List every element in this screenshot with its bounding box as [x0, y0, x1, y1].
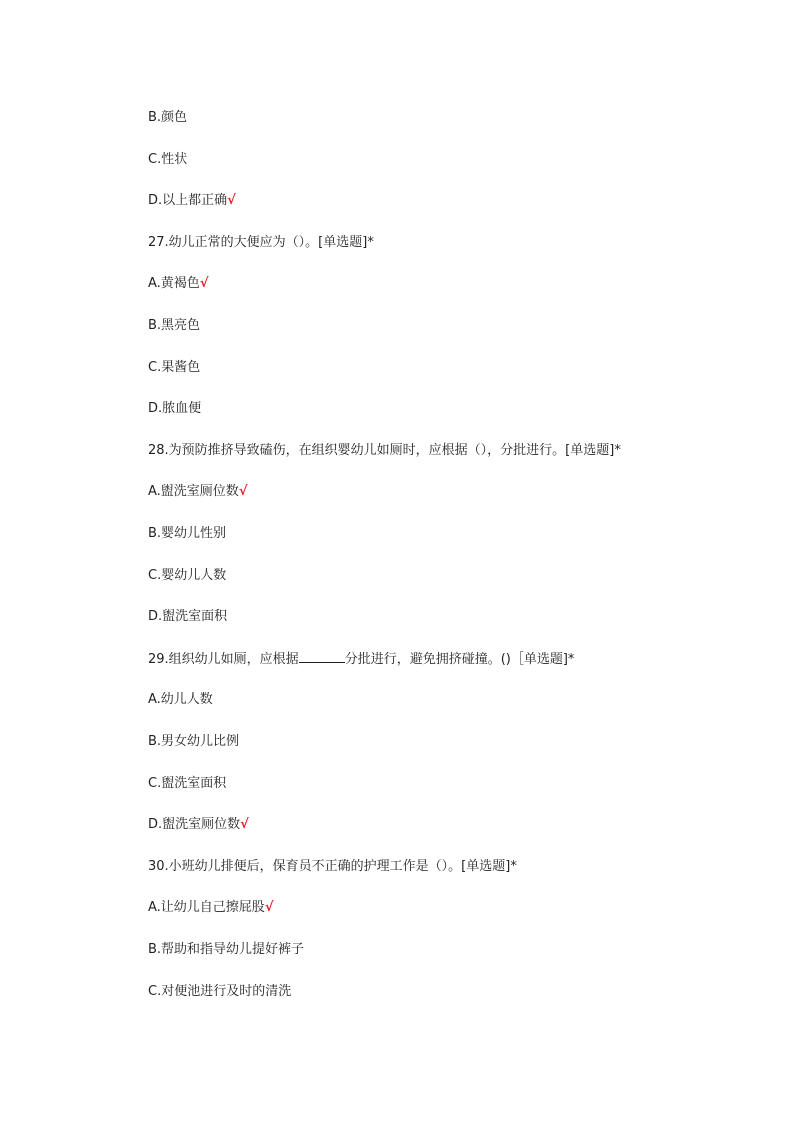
option-d-all-correct: D.以上都正确√ [148, 193, 236, 208]
check-mark-icon: √ [240, 817, 249, 832]
check-mark-icon: √ [264, 900, 274, 915]
question-30: 30.小班幼儿排便后，保育员不正确的护理工作是（）。[单选题]* [148, 859, 517, 874]
question-29: 29.组织幼儿如厕，应根据 分批进行，避免拥挤碰撞。()［单选题]* [148, 652, 575, 667]
q27-option-a: A.黄褐色√ [148, 276, 209, 291]
q28-option-b: B.婴幼儿性别 [148, 526, 227, 541]
q30-option-a: A.让幼儿自己擦屁股√ [148, 900, 274, 915]
q29-option-d: D.盥洗室厕位数√ [148, 817, 249, 832]
option-b-color: B.颜色 [148, 110, 188, 125]
q28-option-a: A.盥洗室厕位数√ [148, 484, 248, 499]
q28-option-c: C.婴幼儿人数 [148, 568, 227, 583]
check-mark-icon: √ [227, 193, 236, 208]
option-c-shape: C.性状 [148, 152, 188, 167]
q27-option-b: B.黑亮色 [148, 318, 201, 333]
question-28: 28.为预防推挤导致磕伤，在组织婴幼儿如厕时，应根据（），分批进行。[单选题]* [148, 443, 621, 458]
q27-option-d: D.脓血便 [148, 401, 202, 416]
q29-option-b: B.男女幼儿比例 [148, 734, 240, 749]
fill-blank [299, 650, 345, 663]
q29-option-a: A.幼儿人数 [148, 692, 213, 707]
q27-option-c: C.果酱色 [148, 360, 201, 375]
check-mark-icon: √ [199, 276, 209, 291]
q28-option-d: D.盥洗室面积 [148, 609, 228, 624]
q29-option-c: C.盥洗室面积 [148, 776, 227, 791]
q30-option-b: B.帮助和指导幼儿提好裤子 [148, 942, 305, 957]
question-27: 27.幼儿正常的大便应为（）。[单选题]* [148, 235, 374, 250]
check-mark-icon: √ [238, 484, 248, 499]
q30-option-c: C.对便池进行及时的清洗 [148, 984, 292, 999]
